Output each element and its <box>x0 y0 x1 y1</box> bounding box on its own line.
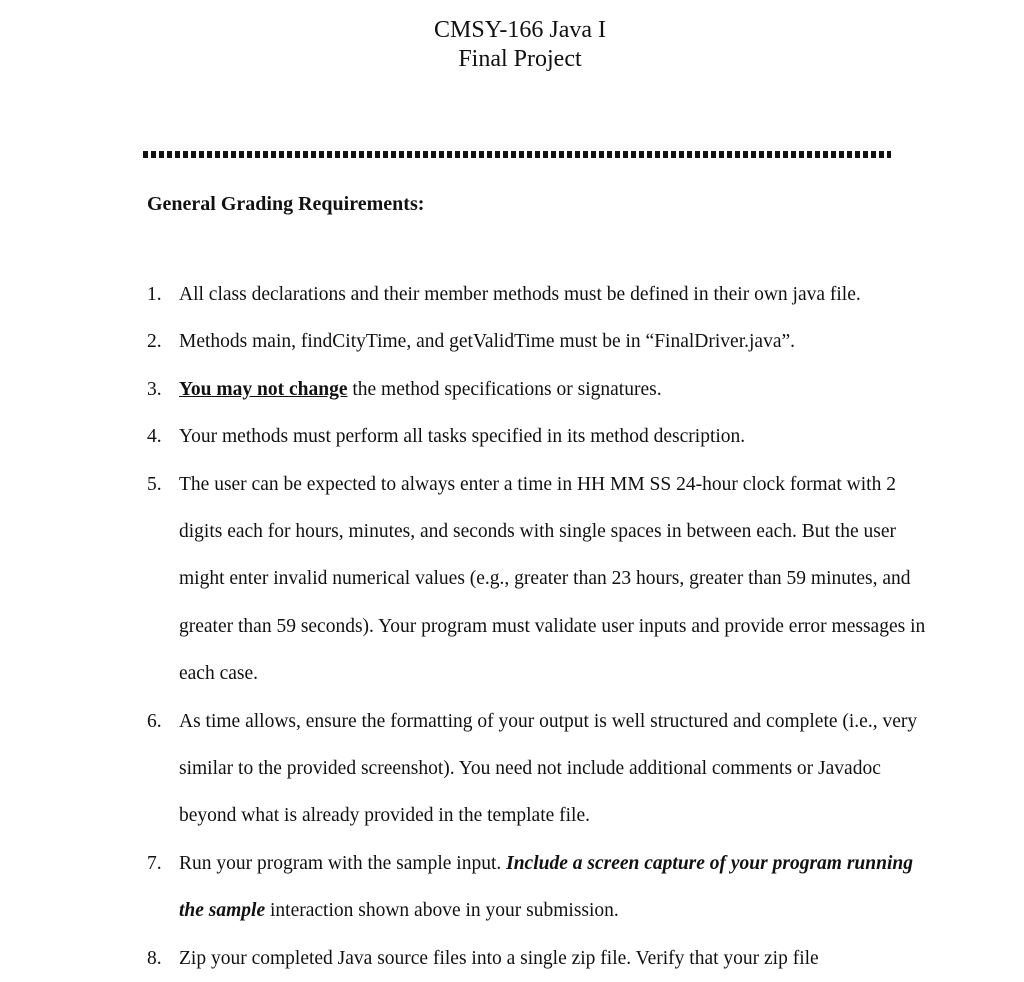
requirements-list <box>147 271 927 982</box>
requirement-text: The user can be expected to always enter a time in HH MM SS 24-hour clock format with 2 digits each for hours, minutes, and seconds with single spaces in between each. But the user might enter invalid numerical values (e.g., greater than 23 hours, greater than 59 minutes, and greater than 59 seconds). Your program must validate user inputs and provide error messages in each case. <box>179 473 926 685</box>
requirement-number: 6. <box>147 710 162 732</box>
requirement-number: 1. <box>147 284 162 305</box>
dotted-divider <box>143 151 891 158</box>
course-title: CMSY-166 Java I <box>434 17 606 43</box>
requirement-item <box>147 840 927 935</box>
requirement-item <box>147 413 927 460</box>
requirement-text: Run your program with the sample input. <box>179 852 507 874</box>
requirement-item <box>147 935 927 982</box>
requirement-text-after: interaction shown above in your submission. <box>265 900 619 922</box>
requirement-number: 4. <box>147 426 162 448</box>
requirement-text: As time allows, ensure the formatting of your output is well structured and complete (i.e., very similar to the provided screenshot). You need not include additional comments or Javadoc beyond what is already provided in the template file. <box>179 710 918 827</box>
requirement-number: 3. <box>147 378 162 400</box>
requirement-item <box>147 698 927 840</box>
requirement-text: Zip your completed Java source files into a single zip file. Verify that your zip file <box>179 947 819 969</box>
document-header <box>0 16 1024 74</box>
requirement-number: 2. <box>147 331 162 353</box>
requirement-item <box>147 318 927 365</box>
requirement-item <box>147 366 927 413</box>
requirement-number: 5. <box>147 473 162 495</box>
requirement-number: 8. <box>147 947 162 969</box>
requirement-text: All class declarations and their member methods must be defined in their own java file. <box>179 284 861 305</box>
requirement-text: Methods main, findCityTime, and getValidTime must be in “FinalDriver.java”. <box>179 331 796 353</box>
requirement-text: the method specifications or signatures. <box>347 378 662 400</box>
requirement-emphasis: You may not change <box>179 378 348 400</box>
requirement-item <box>147 461 927 698</box>
requirement-number: 7. <box>147 852 162 874</box>
requirement-text: Your methods must perform all tasks specified in its method description. <box>179 426 746 448</box>
requirement-item <box>147 271 927 318</box>
section-heading: General Grading Requirements: <box>147 193 425 215</box>
requirement-emphasis: Include a screen capture of your program running the sample <box>179 852 913 922</box>
document-subtitle: Final Project <box>458 46 582 72</box>
